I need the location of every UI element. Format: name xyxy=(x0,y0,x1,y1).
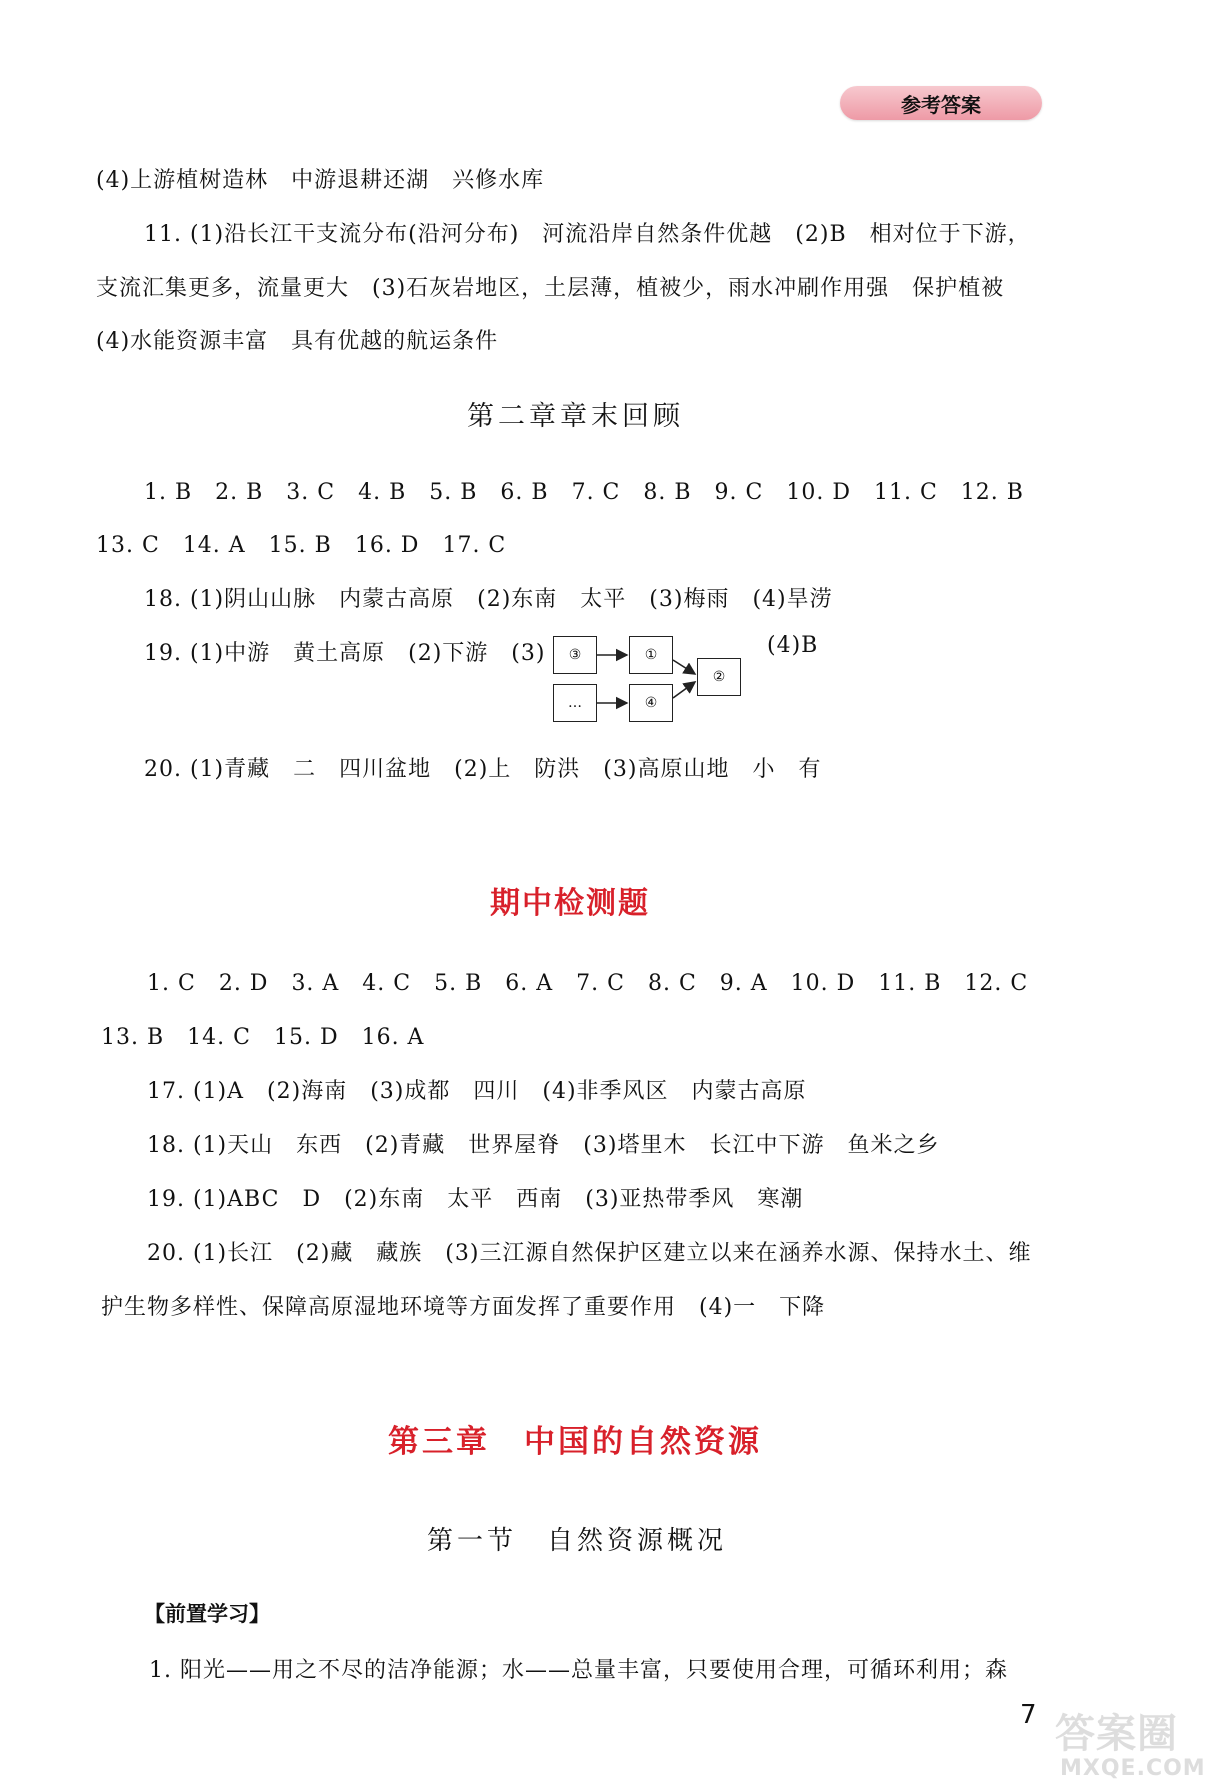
diagram-arrows xyxy=(0,0,1207,800)
subsection-label: 【前置学习】 xyxy=(144,1602,270,1626)
answer-line: 20. (1)长江 (2)藏 藏族 (3)三江源自然保护区建立以来在涵养水源、保持水土、维 xyxy=(147,1241,1032,1266)
answer-line: 19. (1)ABC D (2)东南 太平 西南 (3)亚热带季风 寒潮 xyxy=(147,1187,804,1212)
answer-line: 13. B 14. C 15. D 16. A xyxy=(101,1025,425,1050)
diagram-box: ② xyxy=(697,658,741,696)
watermark-url: MXQE.COM xyxy=(1060,1756,1206,1781)
answer-line: 20. (1)青藏 二 四川盆地 (2)上 防洪 (3)高原山地 小 有 xyxy=(144,757,822,782)
diagram-box: ① xyxy=(629,636,673,674)
answer-line: 1. B 2. B 3. C 4. B 5. B 6. B 7. C 8. B 9. C 10. D 11. C 12. B xyxy=(144,480,1024,505)
answer-line: 1. 阳光——用之不尽的洁净能源；水——总量丰富，只要使用合理，可循环利用；森 xyxy=(149,1658,1008,1683)
answer-line: 17. (1)A (2)海南 (3)成都 四川 (4)非季风区 内蒙古高原 xyxy=(147,1079,807,1104)
answer-line: (4)B xyxy=(767,633,819,658)
answer-line: 护生物多样性、保障高原湿地环境等方面发挥了重要作用 (4)一 下降 xyxy=(101,1295,826,1320)
answer-key-badge: 参考答案 xyxy=(840,86,1042,120)
arrow-diagonal-icon xyxy=(673,660,695,674)
section-title-midterm: 期中检测题 xyxy=(490,886,650,921)
chapter-title: 第三章 中国的自然资源 xyxy=(388,1424,762,1460)
section-title-review: 第二章章末回顾 xyxy=(467,401,684,432)
answer-line: 11. (1)沿长江干支流分布(沿河分布) 河流沿岸自然条件优越 (2)B 相对位于下游， xyxy=(144,222,1031,247)
page-number: 7 xyxy=(1020,1700,1037,1730)
answer-line: 1. C 2. D 3. A 4. C 5. B 6. A 7. C 8. C 9. A 10. D 11. B 12. C xyxy=(147,971,1029,996)
section-title: 第一节 自然资源概况 xyxy=(427,1526,728,1556)
answer-line: 支流汇集更多，流量更大 (3)石灰岩地区，土层薄，植被少，雨水冲刷作用强 保护植被 xyxy=(96,276,1005,301)
diagram-box: … xyxy=(553,684,597,722)
answer-line: (4)水能资源丰富 具有优越的航运条件 xyxy=(96,329,499,354)
answer-line: 13. C 14. A 15. B 16. D 17. C xyxy=(96,533,507,558)
arrow-diagonal-icon xyxy=(673,682,695,698)
watermark-logo: 答案圈 xyxy=(1055,1711,1178,1757)
answer-line: 18. (1)天山 东西 (2)青藏 世界屋脊 (3)塔里木 长江中下游 鱼米之乡 xyxy=(147,1133,940,1158)
diagram-box: ③ xyxy=(553,636,597,674)
answer-line: 19. (1)中游 黄土高原 (2)下游 (3) xyxy=(144,641,546,666)
answer-line: (4)上游植树造林 中游退耕还湖 兴修水库 xyxy=(96,168,545,193)
answer-line: 18. (1)阴山山脉 内蒙古高原 (2)东南 太平 (3)梅雨 (4)旱涝 xyxy=(144,587,833,612)
diagram-box: ④ xyxy=(629,684,673,722)
